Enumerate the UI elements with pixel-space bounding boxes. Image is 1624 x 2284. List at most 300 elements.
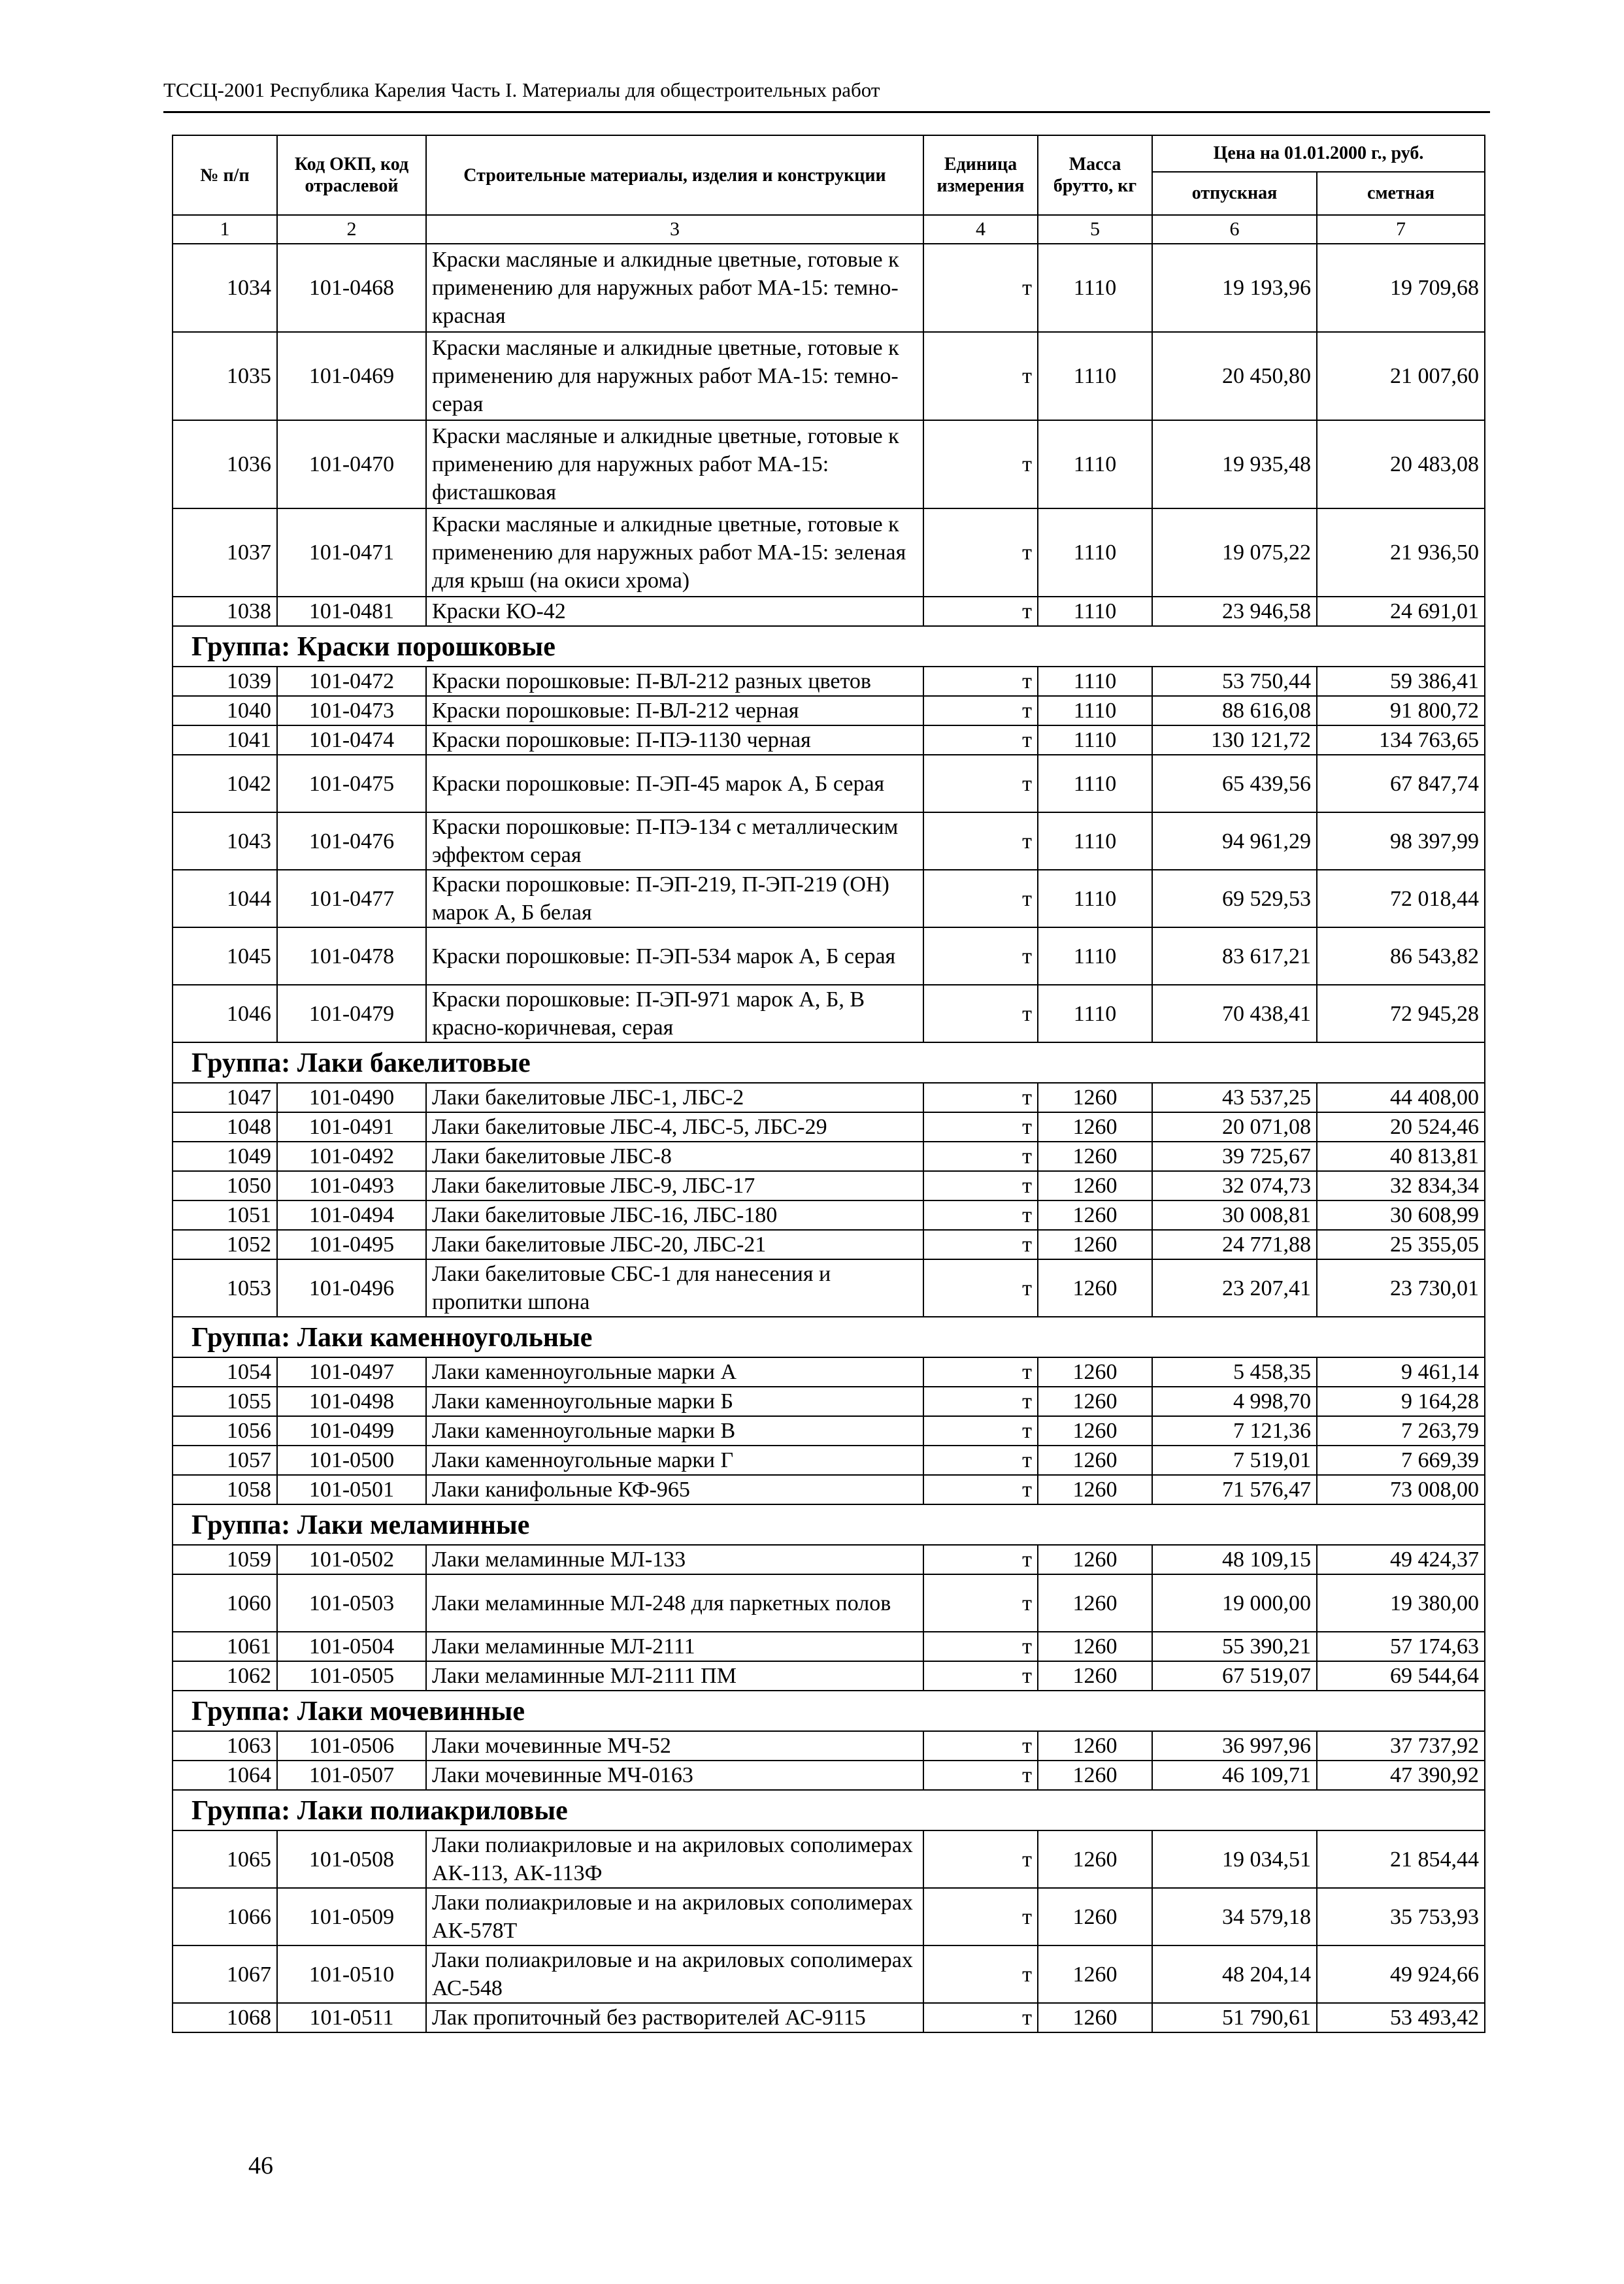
row-number: 1035: [173, 332, 277, 420]
row-number: 1036: [173, 420, 277, 508]
row-unit: т: [923, 725, 1038, 755]
row-name: Краски порошковые: П-ЭП-45 марок А, Б серая: [426, 755, 923, 812]
row-code: 101-0475: [277, 755, 426, 812]
row-mass: 1260: [1038, 1761, 1152, 1790]
row-number: 1039: [173, 667, 277, 696]
row-unit: т: [923, 420, 1038, 508]
row-mass: 1110: [1038, 597, 1152, 626]
row-code: 101-0478: [277, 927, 426, 985]
row-price-estimate: 49 924,66: [1317, 1945, 1485, 2003]
column-number: 2: [277, 215, 426, 244]
row-price-release: 4 998,70: [1152, 1387, 1317, 1416]
row-price-estimate: 24 691,01: [1317, 597, 1485, 626]
row-code: 101-0470: [277, 420, 426, 508]
row-price-estimate: 59 386,41: [1317, 667, 1485, 696]
col-header-unit: Единица измерения: [923, 135, 1038, 215]
group-title: Группа: Лаки мочевинные: [173, 1691, 1485, 1731]
table-row: [173, 1446, 1485, 1475]
row-code: 101-0506: [277, 1731, 426, 1761]
row-unit: т: [923, 696, 1038, 725]
table-row: [173, 1545, 1485, 1574]
group-title: Группа: Лаки меламинные: [173, 1504, 1485, 1545]
row-price-release: 36 997,96: [1152, 1731, 1317, 1761]
row-code: 101-0476: [277, 812, 426, 870]
row-mass: 1110: [1038, 508, 1152, 597]
row-unit: т: [923, 667, 1038, 696]
table-row: [173, 725, 1485, 755]
table-row: [173, 1761, 1485, 1790]
row-unit: т: [923, 1945, 1038, 2003]
table-row: [173, 985, 1485, 1042]
row-name: Лаки меламинные МЛ-2111: [426, 1632, 923, 1661]
row-number: 1038: [173, 597, 277, 626]
row-unit: т: [923, 597, 1038, 626]
row-code: 101-0508: [277, 1830, 426, 1888]
row-price-estimate: 7 669,39: [1317, 1446, 1485, 1475]
row-number: 1041: [173, 725, 277, 755]
row-code: 101-0471: [277, 508, 426, 597]
row-price-estimate: 21 936,50: [1317, 508, 1485, 597]
table-row: [173, 1632, 1485, 1661]
row-unit: т: [923, 244, 1038, 332]
row-name: Краски порошковые: П-ВЛ-212 черная: [426, 696, 923, 725]
row-number: 1048: [173, 1112, 277, 1142]
row-number: 1037: [173, 508, 277, 597]
table-row: [173, 812, 1485, 870]
row-mass: 1260: [1038, 1888, 1152, 1945]
row-name: Краски порошковые: П-ЭП-971 марок А, Б, В красно-коричневая, серая: [426, 985, 923, 1042]
row-name: Лаки бакелитовые ЛБС-20, ЛБС-21: [426, 1230, 923, 1259]
row-unit: т: [923, 1830, 1038, 1888]
row-price-release: 53 750,44: [1152, 667, 1317, 696]
row-code: 101-0510: [277, 1945, 426, 2003]
row-mass: 1260: [1038, 1259, 1152, 1317]
row-price-release: 43 537,25: [1152, 1083, 1317, 1112]
row-price-estimate: 23 730,01: [1317, 1259, 1485, 1317]
row-price-release: 34 579,18: [1152, 1888, 1317, 1945]
row-price-release: 23 207,41: [1152, 1259, 1317, 1317]
col-header-num: № п/п: [173, 135, 277, 215]
row-number: 1055: [173, 1387, 277, 1416]
table-row: [173, 420, 1485, 508]
column-number: 7: [1317, 215, 1485, 244]
row-unit: т: [923, 1142, 1038, 1171]
row-unit: т: [923, 1171, 1038, 1200]
row-code: 101-0481: [277, 597, 426, 626]
row-price-estimate: 91 800,72: [1317, 696, 1485, 725]
row-price-release: 65 439,56: [1152, 755, 1317, 812]
table-row: [173, 1888, 1485, 1945]
row-price-estimate: 49 424,37: [1317, 1545, 1485, 1574]
row-unit: т: [923, 1230, 1038, 1259]
row-price-estimate: 134 763,65: [1317, 725, 1485, 755]
table-row: [173, 508, 1485, 597]
group-title: Группа: Лаки бакелитовые: [173, 1042, 1485, 1083]
group-row: [173, 1691, 1485, 1731]
row-price-release: 19 034,51: [1152, 1830, 1317, 1888]
row-code: 101-0502: [277, 1545, 426, 1574]
row-number: 1042: [173, 755, 277, 812]
table-row: [173, 1259, 1485, 1317]
row-mass: 1260: [1038, 1731, 1152, 1761]
row-mass: 1260: [1038, 1357, 1152, 1387]
table-row: [173, 1574, 1485, 1632]
row-name: Лаки полиакриловые и на акриловых сополимерах АС-548: [426, 1945, 923, 2003]
row-price-estimate: 69 544,64: [1317, 1661, 1485, 1691]
row-unit: т: [923, 1731, 1038, 1761]
row-name: Лаки мочевинные МЧ-52: [426, 1731, 923, 1761]
row-number: 1044: [173, 870, 277, 927]
group-title: Группа: Краски порошковые: [173, 626, 1485, 667]
row-name: Лаки бакелитовые ЛБС-9, ЛБС-17: [426, 1171, 923, 1200]
row-mass: 1260: [1038, 1083, 1152, 1112]
row-price-release: 46 109,71: [1152, 1761, 1317, 1790]
row-number: 1040: [173, 696, 277, 725]
group-row: [173, 1042, 1485, 1083]
row-price-release: 48 204,14: [1152, 1945, 1317, 2003]
row-unit: т: [923, 1545, 1038, 1574]
row-mass: 1110: [1038, 332, 1152, 420]
row-unit: т: [923, 1200, 1038, 1230]
row-price-estimate: 98 397,99: [1317, 812, 1485, 870]
row-name: Лаки меламинные МЛ-133: [426, 1545, 923, 1574]
row-number: 1054: [173, 1357, 277, 1387]
row-name: Лаки канифольные КФ-965: [426, 1475, 923, 1504]
row-code: 101-0469: [277, 332, 426, 420]
row-code: 101-0497: [277, 1357, 426, 1387]
table-row: [173, 332, 1485, 420]
row-code: 101-0503: [277, 1574, 426, 1632]
row-code: 101-0494: [277, 1200, 426, 1230]
row-price-estimate: 19 380,00: [1317, 1574, 1485, 1632]
table-row: [173, 597, 1485, 626]
row-mass: 1260: [1038, 1230, 1152, 1259]
table-row: [173, 696, 1485, 725]
row-price-release: 51 790,61: [1152, 2003, 1317, 2032]
col-header-price-release: отпускная: [1152, 172, 1317, 215]
row-code: 101-0509: [277, 1888, 426, 1945]
group-title: Группа: Лаки каменноугольные: [173, 1317, 1485, 1357]
row-price-release: 83 617,21: [1152, 927, 1317, 985]
table-row: [173, 927, 1485, 985]
row-price-release: 67 519,07: [1152, 1661, 1317, 1691]
row-code: 101-0473: [277, 696, 426, 725]
table-row: [173, 2003, 1485, 2032]
row-name: Краски масляные и алкидные цветные, готовые к применению для наружных работ МА-15: зеленая для крыш (на окиси хрома): [426, 508, 923, 597]
row-name: Лаки полиакриловые и на акриловых сополимерах АК-578Т: [426, 1888, 923, 1945]
row-name: Лаки каменноугольные марки Б: [426, 1387, 923, 1416]
row-unit: т: [923, 812, 1038, 870]
row-code: 101-0507: [277, 1761, 426, 1790]
row-number: 1059: [173, 1545, 277, 1574]
table-row: [173, 1112, 1485, 1142]
row-unit: т: [923, 1888, 1038, 1945]
row-price-release: 24 771,88: [1152, 1230, 1317, 1259]
row-price-estimate: 30 608,99: [1317, 1200, 1485, 1230]
row-mass: 1260: [1038, 1446, 1152, 1475]
row-unit: т: [923, 755, 1038, 812]
col-header-name: Строительные материалы, изделия и конструкции: [426, 135, 923, 215]
row-code: 101-0500: [277, 1446, 426, 1475]
row-number: 1057: [173, 1446, 277, 1475]
row-code: 101-0492: [277, 1142, 426, 1171]
col-header-code: Код ОКП, код отраслевой: [277, 135, 426, 215]
table-row: [173, 1171, 1485, 1200]
row-price-estimate: 9 461,14: [1317, 1357, 1485, 1387]
row-mass: 1110: [1038, 420, 1152, 508]
row-price-estimate: 9 164,28: [1317, 1387, 1485, 1416]
table-row: [173, 1083, 1485, 1112]
row-number: 1051: [173, 1200, 277, 1230]
row-number: 1049: [173, 1142, 277, 1171]
row-price-estimate: 32 834,34: [1317, 1171, 1485, 1200]
table-row: [173, 1200, 1485, 1230]
row-price-release: 7 121,36: [1152, 1416, 1317, 1446]
row-name: Лак пропиточный без растворителей АС-9115: [426, 2003, 923, 2032]
table-row: [173, 1731, 1485, 1761]
row-price-estimate: 53 493,42: [1317, 2003, 1485, 2032]
row-price-estimate: 86 543,82: [1317, 927, 1485, 985]
row-price-estimate: 21 854,44: [1317, 1830, 1485, 1888]
row-price-release: 19 075,22: [1152, 508, 1317, 597]
row-price-estimate: 47 390,92: [1317, 1761, 1485, 1790]
table-row: [173, 1142, 1485, 1171]
row-mass: 1110: [1038, 812, 1152, 870]
table-row: [173, 755, 1485, 812]
row-unit: т: [923, 508, 1038, 597]
table-row: [173, 870, 1485, 927]
row-number: 1064: [173, 1761, 277, 1790]
row-name: Лаки каменноугольные марки Г: [426, 1446, 923, 1475]
row-number: 1052: [173, 1230, 277, 1259]
row-mass: 1110: [1038, 870, 1152, 927]
row-price-release: 7 519,01: [1152, 1446, 1317, 1475]
row-code: 101-0490: [277, 1083, 426, 1112]
row-name: Краски порошковые: П-ЭП-534 марок А, Б серая: [426, 927, 923, 985]
row-unit: т: [923, 1661, 1038, 1691]
table-row: [173, 1830, 1485, 1888]
row-name: Лаки бакелитовые ЛБС-16, ЛБС-180: [426, 1200, 923, 1230]
row-mass: 1110: [1038, 667, 1152, 696]
table-row: [173, 1387, 1485, 1416]
group-row: [173, 1504, 1485, 1545]
row-code: 101-0477: [277, 870, 426, 927]
row-number: 1068: [173, 2003, 277, 2032]
row-name: Лаки бакелитовые ЛБС-8: [426, 1142, 923, 1171]
row-mass: 1260: [1038, 1171, 1152, 1200]
column-number: 3: [426, 215, 923, 244]
row-number: 1066: [173, 1888, 277, 1945]
column-number: 6: [1152, 215, 1317, 244]
row-mass: 1110: [1038, 985, 1152, 1042]
row-name: Краски масляные и алкидные цветные, готовые к применению для наружных работ МА-15: темно-красная: [426, 244, 923, 332]
row-number: 1056: [173, 1416, 277, 1446]
row-price-estimate: 57 174,63: [1317, 1632, 1485, 1661]
row-price-release: 48 109,15: [1152, 1545, 1317, 1574]
row-mass: 1260: [1038, 1475, 1152, 1504]
row-unit: т: [923, 1761, 1038, 1790]
row-name: Краски масляные и алкидные цветные, готовые к применению для наружных работ МА-15: темно-серая: [426, 332, 923, 420]
row-price-release: 19 193,96: [1152, 244, 1317, 332]
group-row: [173, 1790, 1485, 1830]
row-mass: 1260: [1038, 1200, 1152, 1230]
row-code: 101-0472: [277, 667, 426, 696]
row-price-release: 130 121,72: [1152, 725, 1317, 755]
row-name: Краски порошковые: П-ПЭ-1130 черная: [426, 725, 923, 755]
table-row: [173, 1945, 1485, 2003]
row-number: 1047: [173, 1083, 277, 1112]
row-mass: 1260: [1038, 1545, 1152, 1574]
row-number: 1061: [173, 1632, 277, 1661]
row-price-estimate: 37 737,92: [1317, 1731, 1485, 1761]
row-mass: 1260: [1038, 2003, 1152, 2032]
row-price-release: 71 576,47: [1152, 1475, 1317, 1504]
row-mass: 1110: [1038, 927, 1152, 985]
table-row: [173, 1416, 1485, 1446]
row-price-estimate: 44 408,00: [1317, 1083, 1485, 1112]
page-header: ТССЦ-2001 Республика Карелия Часть I. Материалы для общестроительных работ: [163, 78, 880, 101]
row-price-estimate: 20 483,08: [1317, 420, 1485, 508]
row-unit: т: [923, 1446, 1038, 1475]
row-price-estimate: 7 263,79: [1317, 1416, 1485, 1446]
row-unit: т: [923, 985, 1038, 1042]
row-price-release: 19 935,48: [1152, 420, 1317, 508]
row-price-release: 70 438,41: [1152, 985, 1317, 1042]
row-mass: 1260: [1038, 1830, 1152, 1888]
col-header-price-group: Цена на 01.01.2000 г., руб.: [1152, 135, 1485, 172]
row-price-release: 23 946,58: [1152, 597, 1317, 626]
row-name: Краски масляные и алкидные цветные, готовые к применению для наружных работ МА-15: фисташковая: [426, 420, 923, 508]
group-row: [173, 1317, 1485, 1357]
price-table: [172, 135, 1485, 2033]
table-row: [173, 1661, 1485, 1691]
table-row: [173, 1230, 1485, 1259]
column-number: 5: [1038, 215, 1152, 244]
row-price-release: 69 529,53: [1152, 870, 1317, 927]
row-code: 101-0504: [277, 1632, 426, 1661]
table-row: [173, 667, 1485, 696]
row-name: Лаки бакелитовые ЛБС-1, ЛБС-2: [426, 1083, 923, 1112]
row-code: 101-0496: [277, 1259, 426, 1317]
row-price-estimate: 73 008,00: [1317, 1475, 1485, 1504]
row-code: 101-0495: [277, 1230, 426, 1259]
row-mass: 1260: [1038, 1416, 1152, 1446]
row-name: Лаки каменноугольные марки В: [426, 1416, 923, 1446]
row-number: 1067: [173, 1945, 277, 2003]
row-price-release: 5 458,35: [1152, 1357, 1317, 1387]
row-number: 1043: [173, 812, 277, 870]
row-price-estimate: 19 709,68: [1317, 244, 1485, 332]
page-number: 46: [248, 2152, 273, 2179]
row-code: 101-0511: [277, 2003, 426, 2032]
row-price-estimate: 67 847,74: [1317, 755, 1485, 812]
row-code: 101-0501: [277, 1475, 426, 1504]
row-price-release: 39 725,67: [1152, 1142, 1317, 1171]
column-number-row: [173, 215, 1485, 244]
row-number: 1062: [173, 1661, 277, 1691]
row-price-release: 88 616,08: [1152, 696, 1317, 725]
row-unit: т: [923, 1416, 1038, 1446]
row-number: 1045: [173, 927, 277, 985]
row-mass: 1260: [1038, 1632, 1152, 1661]
row-number: 1046: [173, 985, 277, 1042]
row-unit: т: [923, 1112, 1038, 1142]
row-price-estimate: 72 018,44: [1317, 870, 1485, 927]
row-name: Лаки мочевинные МЧ-0163: [426, 1761, 923, 1790]
row-code: 101-0493: [277, 1171, 426, 1200]
row-name: Лаки бакелитовые ЛБС-4, ЛБС-5, ЛБС-29: [426, 1112, 923, 1142]
group-title: Группа: Лаки полиакриловые: [173, 1790, 1485, 1830]
row-price-release: 20 450,80: [1152, 332, 1317, 420]
row-price-release: 32 074,73: [1152, 1171, 1317, 1200]
row-unit: т: [923, 1387, 1038, 1416]
row-mass: 1260: [1038, 1142, 1152, 1171]
row-price-estimate: 20 524,46: [1317, 1112, 1485, 1142]
row-mass: 1110: [1038, 244, 1152, 332]
row-unit: т: [923, 927, 1038, 985]
header-rule: [163, 111, 1490, 113]
row-number: 1063: [173, 1731, 277, 1761]
row-name: Лаки меламинные МЛ-2111 ПМ: [426, 1661, 923, 1691]
row-number: 1050: [173, 1171, 277, 1200]
row-mass: 1260: [1038, 1574, 1152, 1632]
row-unit: т: [923, 332, 1038, 420]
row-unit: т: [923, 1475, 1038, 1504]
row-price-estimate: 25 355,05: [1317, 1230, 1485, 1259]
row-unit: т: [923, 1259, 1038, 1317]
row-price-estimate: 40 813,81: [1317, 1142, 1485, 1171]
row-name: Лаки меламинные МЛ-248 для паркетных полов: [426, 1574, 923, 1632]
row-price-release: 94 961,29: [1152, 812, 1317, 870]
row-code: 101-0468: [277, 244, 426, 332]
row-mass: 1110: [1038, 725, 1152, 755]
col-header-price-estimate: сметная: [1317, 172, 1485, 215]
table-row: [173, 1475, 1485, 1504]
row-price-estimate: 72 945,28: [1317, 985, 1485, 1042]
row-price-release: 20 071,08: [1152, 1112, 1317, 1142]
table-row: [173, 1357, 1485, 1387]
row-price-release: 30 008,81: [1152, 1200, 1317, 1230]
row-code: 101-0474: [277, 725, 426, 755]
row-name: Лаки каменноугольные марки А: [426, 1357, 923, 1387]
row-price-release: 19 000,00: [1152, 1574, 1317, 1632]
row-name: Краски порошковые: П-ПЭ-134 с металлическим эффектом серая: [426, 812, 923, 870]
row-code: 101-0491: [277, 1112, 426, 1142]
row-name: Краски порошковые: П-ЭП-219, П-ЭП-219 (ОН) марок А, Б белая: [426, 870, 923, 927]
row-price-estimate: 21 007,60: [1317, 332, 1485, 420]
row-number: 1058: [173, 1475, 277, 1504]
row-unit: т: [923, 1357, 1038, 1387]
row-number: 1053: [173, 1259, 277, 1317]
row-mass: 1110: [1038, 696, 1152, 725]
row-number: 1065: [173, 1830, 277, 1888]
row-price-release: 55 390,21: [1152, 1632, 1317, 1661]
row-mass: 1260: [1038, 1387, 1152, 1416]
row-name: Краски порошковые: П-ВЛ-212 разных цветов: [426, 667, 923, 696]
row-number: 1034: [173, 244, 277, 332]
row-number: 1060: [173, 1574, 277, 1632]
row-mass: 1260: [1038, 1112, 1152, 1142]
row-unit: т: [923, 1574, 1038, 1632]
row-unit: т: [923, 870, 1038, 927]
col-header-mass: Масса брутто, кг: [1038, 135, 1152, 215]
row-name: Лаки полиакриловые и на акриловых сополимерах АК-113, АК-113Ф: [426, 1830, 923, 1888]
row-mass: 1260: [1038, 1945, 1152, 2003]
row-unit: т: [923, 1632, 1038, 1661]
table-row: [173, 244, 1485, 332]
row-name: Лаки бакелитовые СБС-1 для нанесения и пропитки шпона: [426, 1259, 923, 1317]
row-code: 101-0479: [277, 985, 426, 1042]
